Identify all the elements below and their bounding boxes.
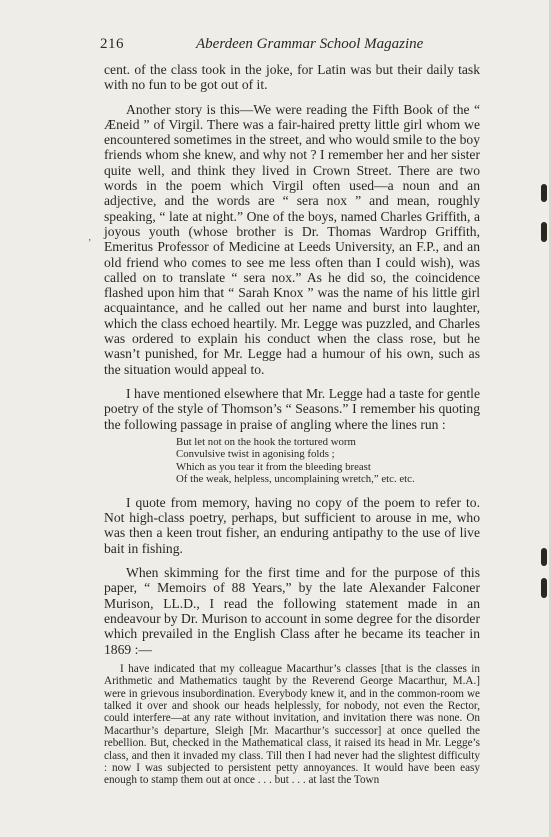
paragraph: When skimming for the first time and for the purpose of this paper, “ Memoirs of 88 Years,” by the late Alexander Falconer Murison, LL.D., I read the following statement made in an endeavour by Dr. Murison to account in some degree for the disorder which prevailed in the English Class after he became its teacher in 1869 :— (104, 565, 480, 657)
page-header (0, 36, 552, 56)
block-quotation: I have indicated that my colleague Macarthur’s classes [that is the classes in Arithmetic and Mathematics taught by the Reverend George Macarthur, M.A.] were in grievous insubordination. Everybody knew it, and in the common-room we talked it over and shook our heads helplessly, for nobody, not even the Rector, could interfere—at any rate without invitation, and invitation there was none. On Macarthur’s departure, Sleigh [Mr. Macarthur’s successor] at once quelled the rebellion. But, checked in the Mathematical class, it raised its head in Mr. Legge’s class, and then it invaded my class. Till then I had never had the slightest difficulty : now I was subjected to persistent petty annoyances. It would have been easy enough to stamp them out at once . . . but . . . at last the Town (104, 662, 480, 787)
binding-mark (541, 548, 547, 566)
verse-quotation (176, 436, 480, 486)
article-body (104, 62, 480, 787)
page-number: 216 (100, 36, 124, 52)
binding-mark (541, 222, 547, 242)
paragraph: I have mentioned elsewhere that Mr. Legge had a taste for gentle poetry of the style of Thomson’s “ Seasons.” I remember his quoting the following passage in praise of angling where the lines run : (104, 385, 480, 432)
margin-mark: ’ (88, 238, 92, 249)
verse-line: But let not on the hook the tortured worm (176, 435, 356, 448)
verse-line: Which as you tear it from the bleeding breast (176, 460, 371, 473)
paragraph: I quote from memory, having no copy of the poem to refer to. Not high-class poetry, perhaps, but sufficient to arouse in me, who was then a keen trout fisher, an enduring antipathy to the use of live bait in fishing. (104, 494, 480, 556)
verse-line: Convulsive twist in agonising folds ; (176, 448, 335, 461)
binding-mark (541, 184, 547, 202)
verse-line: Of the weak, helpless, uncomplaining wretch,” etc. etc. (176, 473, 415, 486)
binding-mark (541, 578, 547, 598)
paragraph: cent. of the class took in the joke, for Latin was but their daily task with no fun to be got out of it. (104, 62, 480, 93)
paragraph: Another story is this—We were reading the Fifth Book of the “ Æneid ” of Virgil. There was a fair-haired pretty little girl whom we encountered sometimes in the street, and who would smile to the boy friends whom she knew, and why not ? I remember her and her sister quite well, and think they lived in Crown Street. There are two words in the poem which Virgil often used—a noun and an adjective, and the words are “ sera nox ” and mean, roughly speaking, “ late at night.” One of the boys, named Charles Griffith, a joyous youth (whose brother is Dr. Thomas Wardrop Griffith, Emeritus Professor of Medicine at Leeds University, an F.P., and an old friend who comes to see me less often than I could wish), was called on to translate “ sera nox.” As he did so, the coincidence flashed upon him that “ Sarah Knox ” was the name of his little girl acquaintance, and he called out her name and burst into laughter, which the class echoed heartily. Mr. Legge was puzzled, and Charles was ordered to explain his conduct when the class rose, but he wasn’t punished, for Mr. Legge had a humour of his own, such as the situation would appeal to. (104, 101, 481, 377)
running-title: Aberdeen Grammar School Magazine (196, 36, 424, 52)
